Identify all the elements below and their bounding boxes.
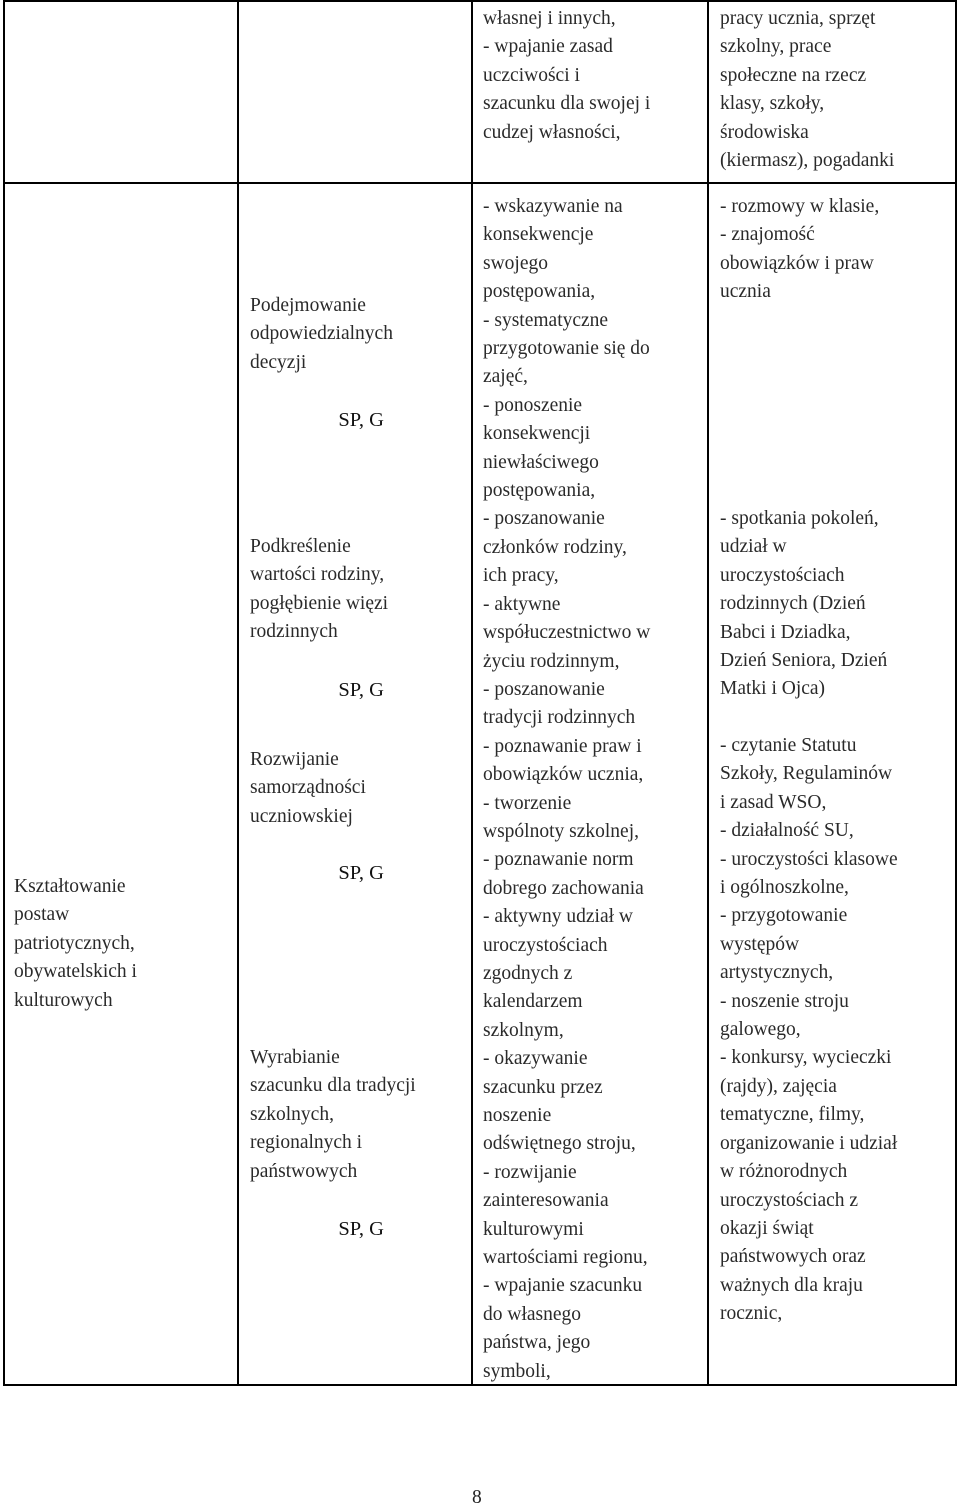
task-3-tag: SP, G [338,862,384,884]
goals-cell: - wskazywanie na konsekwencje swojego postępowania, - systematyczne przygotowanie się do zajęć, - ponoszenie konsekwencji niewłaściwego postępowania, - poszanowanie członków rodziny, ich pracy, - aktywne współuczestnictwo w życiu rodzinnym, - poszanowanie tradycji rodzinnych - poznawanie praw i obowiązków ucznia, - tworzenie wspólnoty szkolnej, - poznawanie norm dobrego zachowania - aktywny udział w uroczystościach zgodnych z kalendarzem szkolnym, - okazywanie szacunku przez noszenie odświętnego stroju, - rozwijanie zainteresowania kulturowymi wartościami regionu, - wpajanie szacunku do własnego państwa, jego symboli, [483,196,651,1382]
task-4-text: Wyrabianie szacunku dla tradycji szkolnych, regionalnych i państwowych [250,1047,416,1182]
table-border-left [3,0,5,1386]
task-3-text: Rozwijanie samorządności uczniowskiej [250,749,366,827]
area-cell: Kształtowanie postaw patriotycznych, obywatelskich i kulturowych [14,876,137,1011]
column-divider-3 [707,0,709,1386]
task-2-tag: SP, G [338,679,384,701]
column-divider-1 [237,0,239,1386]
table-border-top [3,0,957,2]
top-row-goals-cell: własnej i innych, - wpajanie zasad uczciwości i szacunku dla swojej i cudzej własności, [483,8,651,143]
task-4-tag: SP, G [338,1218,384,1240]
page-number: 8 [472,1487,482,1508]
top-row-forms-cell: pracy ucznia, sprzęt szkolny, prace społeczne na rzecz klasy, szkoły, środowiska (kiermasz), pogadanki [720,8,895,172]
task-1-text: Podejmowanie odpowiedzialnych decyzji [250,295,393,373]
table-border-bottom [3,1384,957,1386]
forms-cell-2: - spotkania pokoleń, udział w uroczystościach rodzinnych (Dzień Babci i Dziadka, Dzień Seniora, Dzień Matki i Ojca) [720,508,888,700]
forms-cell-1: - rozmowy w klasie, - znajomość obowiązków i praw ucznia [720,196,880,303]
row-divider [3,182,957,184]
table-border-right [955,0,957,1386]
task-1-tag: SP, G [338,409,384,431]
column-divider-2 [471,0,473,1386]
forms-cell-3: - czytanie Statutu Szkoły, Regulaminów i zasad WSO, - działalność SU, - uroczystości klasowe i ogólnoszkolne, - przygotowanie występów artystycznych, - noszenie stroju galowego, - konkursy, wycieczki (rajdy), zajęcia tematyczne, filmy, organizowanie i udział w różnorodnych uroczystościach z okazji świąt państwowych oraz ważnych dla kraju rocznic, [720,735,898,1325]
task-2-text: Podkreślenie wartości rodziny, pogłębienie więzi rodzinnych [250,536,389,643]
